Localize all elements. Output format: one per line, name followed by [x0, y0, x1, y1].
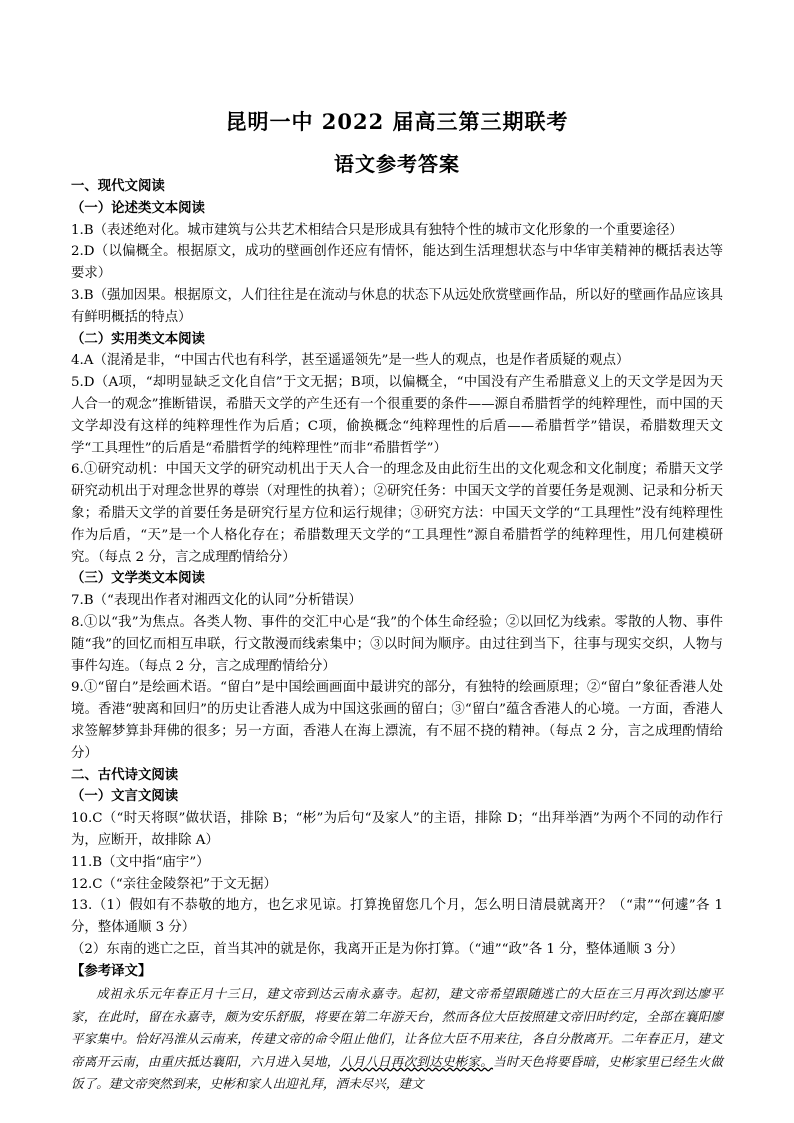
translation-underlined-text: 八月八日再次到达史彬家。 — [339, 1053, 494, 1069]
translation-text: 成祖永乐元年春正月十三日，建文帝到达云南永嘉寺。起初，建文帝希望跟随逃亡的大臣在三月再次到达廖平家，在此时，留在永嘉寺，颇为安乐舒服，将要在第二年游天台，然而各位大臣按照建文帝旧时约定，全部在襄阳廖平家集中。恰好冯淮从云南来，传建文帝的命令阻止他们，让各位大臣不用来往，各自分散离开。二年春正月，建文帝离开云南，由重庆抵达襄阳，六月进入吴地， — [71, 986, 723, 1069]
answer-9: 9.①“留白”是绘画术语。“留白”是中国绘画画面中最讲究的部分，有独特的绘画原理；②“留白”象征香港人处境。香港“驶离和回归”的历史让香港人成为中国这张画的留白；③“留白”蕴含香港人的心境。一方面，香港人求签解梦算卦拜佛的很多；另一方面，香港人在海上漂流，有不屈不挠的精神。（每点 2 分，言之成理酌情给分） — [71, 680, 723, 761]
subsection-heading: （一）论述类文本阅读 — [71, 199, 205, 216]
answer-13-2: （2）东南的逃亡之臣，首当其冲的就是你，我离开正是为你打算。（“逋”“政”各 1 分，整体通顺 3 分） — [71, 941, 684, 957]
answer-10: 10.C（“时天将暝”做状语，排除 B；“彬”为后句“及家人”的主语，排除 D；“出拜举酒”为两个不同的动作行为，应断开，故排除 A） — [71, 811, 723, 848]
answer-7: 7.B（“表现出作者对湘西文化的认同”分析错误） — [71, 593, 362, 609]
answer-12: 12.C（“亲往金陵祭祀”于文无据） — [71, 876, 277, 892]
section-heading: 一、现代文阅读 — [71, 178, 165, 194]
translation-text: 当时天色将要昏暗，史彬家里已经生火做饭了。建文帝突然到来，史彬和家人出迎礼拜，酒未尽兴，建文 — [71, 1053, 724, 1092]
answer-1: 1.B（表述绝对化。城市建筑与公共艺术相结合只是形成具有独特个性的城市文化形象的一个重要途径） — [71, 222, 683, 238]
subsection-heading: （二）实用类文本阅读 — [71, 330, 205, 347]
answer-8: 8.①以“我”为焦点。各类人物、事件的交汇中心是“我”的个体生命经验；②以回忆为线索。零散的人物、事件随“我”的回忆而相互串联，行文散漫而线索集中；③以时间为顺序。由过往到当下，往事与现实交织，人物与事件勾连。（每点 2 分，言之成理酌情给分） — [71, 614, 723, 674]
page-subtitle: 语文参考答案 — [334, 152, 460, 176]
page-title: 昆明一中 2022 届高三第三期联考 — [225, 109, 569, 134]
answer-2: 2.D（以偏概全。根据原文，成功的壁画创作还应有情怀，能达到生活理想状态与中华审美精神的概括表达等要求） — [71, 244, 723, 282]
answer-11: 11.B（文中指“庙宇”） — [71, 854, 210, 870]
answer-content — [71, 176, 723, 1096]
section-heading: 二、古代诗文阅读 — [71, 766, 179, 783]
reference-translation — [71, 983, 723, 1096]
subsection-heading: （一）文言文阅读 — [71, 788, 179, 805]
answer-6: 6.①研究动机：中国天文学的研究动机出于天人合一的理念及由此衍生出的文化观念和文化制度；希腊天文学研究动机出于对理念世界的尊崇（对理性的执着）；②研究任务：中国天文学的首要任务是观测、记录和分析天象；希腊天文学的首要任务是研究行星方位和运行规律；③研究方法：中国天文学的“工具理性”没有纯粹理性作为后盾，“天”是一个人格化存在；希腊数理天文学的“工具理性”源自希腊哲学的纯粹理性，用几何建模研究。（每点 2 分，言之成理酌情给分） — [71, 462, 723, 565]
answer-13-1: 13.（1）假如有不恭敬的地方，也乞求见谅。打算挽留您几个月，怎么明日清晨就离开？（“肃”“何遽”各 1 分，整体通顺 3 分） — [71, 898, 723, 936]
answer-3: 3.B（强加因果。根据原文，人们往往是在流动与休息的状态下从远处欣赏壁画作品，所以好的壁画作品应该具有鲜明概括的特点） — [71, 287, 723, 325]
answer-5: 5.D（A项，“却明显缺乏文化自信”于文无据；B项，以偏概全，“中国没有产生希腊意义上的天文学是因为天人合一的观念”推断错误，希腊天文学的产生还有一个很重要的条件——源自希腊哲学的纯粹理性，而中国的天文学却没有这样的纯粹理性作为后盾；C项，偷换概念“纯粹理性的后盾——希腊哲学”错误，希腊数理天文学“工具理性”的后盾是“希腊哲学的纯粹理性”而非“希腊哲学”） — [71, 375, 723, 456]
subsection-heading: （三）文学类文本阅读 — [71, 570, 205, 587]
reference-translation-heading: 【参考译文】 — [71, 962, 152, 979]
answer-4: 4.A（混淆是非，“中国古代也有科学，甚至遥遥领先”是一些人的观点，也是作者质疑的观点） — [71, 353, 630, 369]
